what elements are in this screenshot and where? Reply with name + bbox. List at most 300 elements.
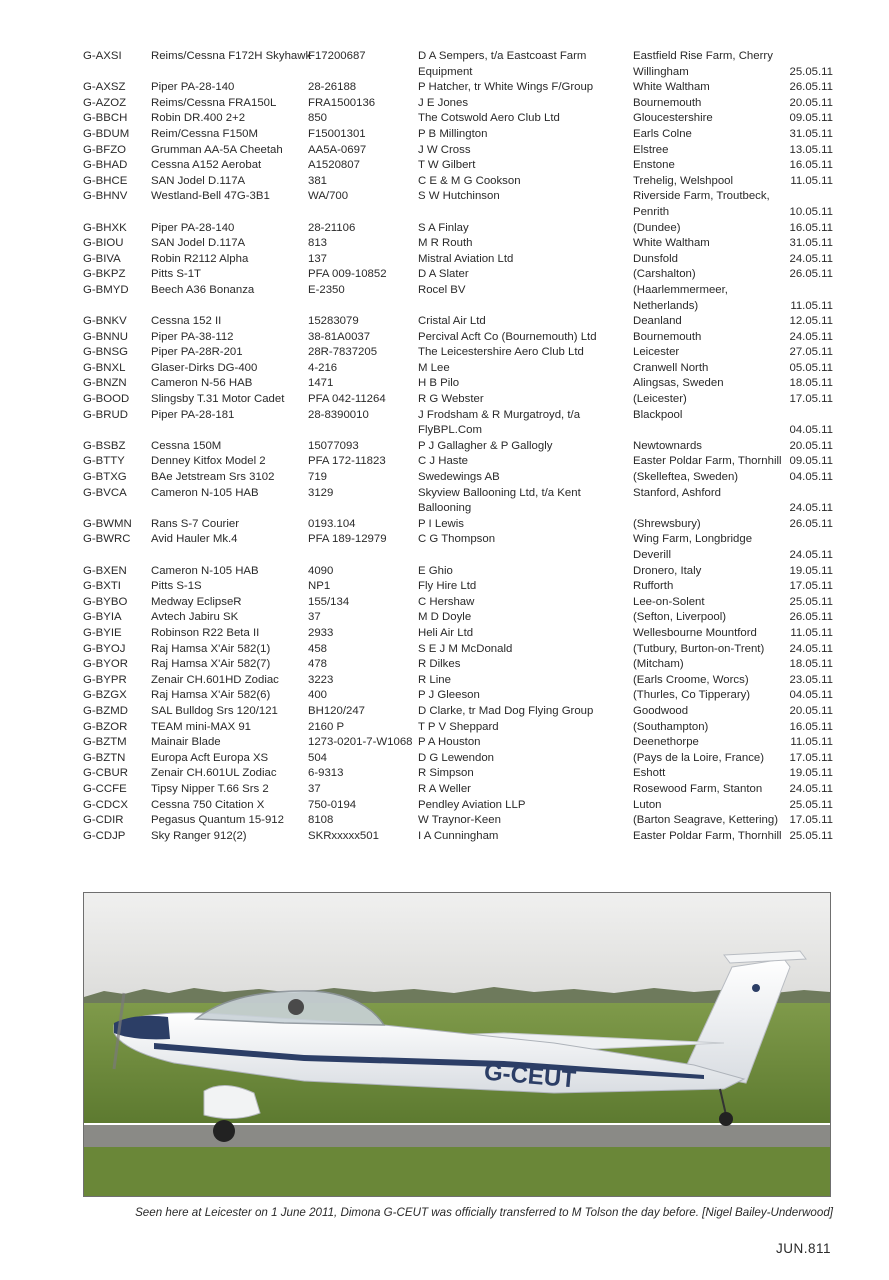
constructor-number-cell: PFA 009-10852 (308, 268, 387, 281)
location-cell: Enstone (633, 159, 675, 172)
register-row (83, 673, 833, 689)
aircraft-type-cell: Medway EclipseR (151, 595, 242, 608)
location-cell: (Thurles, Co Tipperary) (633, 689, 751, 702)
date-cell: 26.05.11 (789, 268, 833, 281)
owner-cell: M Lee (418, 361, 450, 374)
location-cell: Easter Poldar Farm, Thornhill (633, 455, 782, 468)
registration-cell: G-BTTY (83, 455, 125, 468)
aircraft-type-cell: Robin DR.400 2+2 (151, 112, 246, 125)
registration-cell: G-BVCA (83, 486, 127, 499)
owner-cell: J Frodsham & R Murgatroyd, t/a FlyBPL.Com (418, 408, 581, 437)
aircraft-type-cell: Cessna 152 II (151, 315, 222, 328)
date-cell: 13.05.11 (789, 143, 833, 156)
aircraft-type-cell: Avtech Jabiru SK (151, 611, 239, 624)
register-row (83, 49, 833, 80)
location-cell: Blackpool (633, 408, 683, 421)
aircraft-type-cell: Reim/Cessna F150M (151, 127, 258, 140)
date-cell: 17.05.11 (789, 393, 833, 406)
owner-cell: H B Pilo (418, 377, 460, 390)
registration-cell: G-CCFE (83, 782, 127, 795)
date-cell: 11.05.11 (790, 626, 833, 639)
date-cell: 25.05.11 (789, 798, 833, 811)
registration-cell: G-AZOZ (83, 96, 127, 109)
register-table (83, 49, 833, 844)
location-cell: (Sefton, Liverpool) (633, 611, 727, 624)
date-cell: 17.05.11 (789, 580, 833, 593)
owner-cell: R Dilkes (418, 658, 461, 671)
aircraft-type-cell: Westland-Bell 47G-3B1 (151, 190, 270, 203)
owner-cell: S W Hutchinson (418, 190, 500, 203)
location-cell: Rosewood Farm, Stanton (633, 782, 763, 795)
date-cell: 18.05.11 (789, 377, 833, 390)
aircraft-type-cell: Robinson R22 Beta II (151, 626, 260, 639)
registration-cell: G-BWMN (83, 517, 132, 530)
pilot-head (288, 999, 304, 1015)
registration-cell: G-BSBZ (83, 439, 126, 452)
constructor-number-cell: 1471 (308, 377, 334, 390)
constructor-number-cell: 2933 (308, 626, 334, 639)
constructor-number-cell: 137 (308, 252, 328, 265)
location-cell: Bournemouth (633, 330, 702, 343)
register-row (83, 751, 833, 767)
register-row (83, 766, 833, 782)
registration-cell: G-BNKV (83, 315, 127, 328)
owner-cell: W Traynor-Keen (418, 814, 501, 827)
owner-cell: C J Haste (418, 455, 469, 468)
registration-cell: G-BRUD (83, 408, 128, 421)
registration-cell: G-BYIE (83, 626, 122, 639)
aircraft-type-cell: Avid Hauler Mk.4 (151, 533, 238, 546)
location-cell: (Carshalton) (633, 268, 696, 281)
date-cell: 25.05.11 (789, 595, 833, 608)
aircraft-registration-marking: G-CEUT (482, 1058, 577, 1094)
register-row (83, 80, 833, 96)
location-cell: Riverside Farm, Troutbeck, Penrith (633, 190, 770, 218)
constructor-number-cell: 28-26188 (308, 81, 357, 94)
date-cell: 20.05.11 (789, 96, 833, 109)
date-cell: 17.05.11 (789, 814, 833, 827)
tail-wheel (719, 1112, 733, 1126)
register-row (83, 626, 833, 642)
date-cell: 04.05.11 (789, 471, 833, 484)
aircraft-type-cell: Europa Acft Europa XS (151, 751, 269, 764)
register-row (83, 470, 833, 486)
constructor-number-cell: 155/134 (308, 595, 350, 608)
register-row (83, 361, 833, 377)
owner-cell: E Ghio (418, 564, 453, 577)
owner-cell: R Line (418, 673, 451, 686)
constructor-number-cell: NP1 (308, 580, 331, 593)
constructor-number-cell: 813 (308, 237, 328, 250)
constructor-number-cell: PFA 042-11264 (308, 393, 386, 406)
aircraft-type-cell: Denney Kitfox Model 2 (151, 455, 266, 468)
constructor-number-cell: 6-9313 (308, 767, 344, 780)
registration-cell: G-BOOD (83, 393, 130, 406)
register-row (83, 813, 833, 829)
register-row (83, 735, 833, 751)
constructor-number-cell: WA/700 (308, 190, 349, 203)
owner-cell: T P V Sheppard (418, 720, 499, 733)
register-row (83, 657, 833, 673)
registration-cell: G-BDUM (83, 127, 130, 140)
owner-cell: Cristal Air Ltd (418, 315, 486, 328)
aircraft-type-cell: Raj Hamsa X'Air 582(7) (151, 658, 271, 671)
aircraft-type-cell: Pegasus Quantum 15-912 (151, 814, 284, 827)
aircraft-type-cell: Reims/Cessna F172H Skyhawk (151, 50, 312, 62)
date-cell: 10.05.11 (789, 205, 833, 218)
owner-cell: Mistral Aviation Ltd (418, 252, 514, 265)
owner-cell: Fly Hire Ltd (418, 580, 477, 593)
aircraft-type-cell: Cessna 150M (151, 439, 222, 452)
registration-cell: G-CDIR (83, 814, 124, 827)
location-cell: Gloucestershire (633, 112, 713, 125)
location-cell: (Barton Seagrave, Kettering) (633, 814, 778, 827)
owner-cell: The Cotswold Aero Club Ltd (418, 112, 560, 125)
location-cell: Elstree (633, 143, 669, 156)
registration-cell: G-BZTM (83, 736, 127, 749)
aircraft-type-cell: Pitts S-1S (151, 580, 202, 593)
registration-cell: G-BNZN (83, 377, 127, 390)
date-cell: 16.05.11 (789, 159, 833, 172)
date-cell: 20.05.11 (789, 704, 833, 717)
owner-cell: P J Gallagher & P Gallogly (418, 439, 553, 452)
registration-cell: G-BNNU (83, 330, 128, 343)
register-row (83, 236, 833, 252)
register-row (83, 579, 833, 595)
registration-cell: G-BYPR (83, 673, 127, 686)
location-cell: (Leicester) (633, 393, 687, 406)
date-cell: 09.05.11 (789, 112, 833, 125)
aircraft-type-cell: Rans S-7 Courier (151, 517, 239, 530)
register-row (83, 314, 833, 330)
register-row (83, 454, 833, 470)
date-cell: 11.05.11 (790, 299, 833, 312)
date-cell: 26.05.11 (789, 611, 833, 624)
registration-cell: G-BHXK (83, 221, 127, 234)
aircraft-type-cell: Sky Ranger 912(2) (151, 829, 247, 842)
location-cell: White Waltham (633, 237, 710, 250)
owner-cell: I A Cunningham (418, 829, 499, 842)
registration-cell: G-BNXL (83, 361, 126, 374)
aircraft-type-cell: Glaser-Dirks DG-400 (151, 361, 258, 374)
owner-cell: R G Webster (418, 393, 484, 406)
date-cell: 05.05.11 (789, 361, 833, 374)
tail-roundel (752, 984, 760, 992)
location-cell: Deanland (633, 315, 682, 328)
register-row (83, 610, 833, 626)
registration-cell: G-BYBO (83, 595, 128, 608)
aircraft-type-cell: TEAM mini-MAX 91 (151, 720, 252, 733)
owner-cell: P Hatcher, tr White Wings F/Group (418, 81, 594, 94)
location-cell: (Skelleftea, Sweden) (633, 471, 739, 484)
constructor-number-cell: 1273-0201-7-W1068 (308, 736, 413, 749)
location-cell: (Earls Croome, Worcs) (633, 673, 749, 686)
register-row (83, 283, 833, 314)
date-cell: 09.05.11 (789, 455, 833, 468)
register-row (83, 96, 833, 112)
date-cell: 11.05.11 (790, 174, 833, 187)
owner-cell: J E Jones (418, 96, 469, 109)
date-cell: 20.05.11 (789, 439, 833, 452)
registration-cell: G-BYOR (83, 658, 128, 671)
register-row (83, 189, 833, 220)
register-row (83, 782, 833, 798)
registration-cell: G-CBUR (83, 767, 128, 780)
date-cell: 24.05.11 (789, 502, 833, 515)
register-row (83, 595, 833, 611)
location-cell: Bournemouth (633, 96, 702, 109)
location-cell: (Dundee) (633, 221, 681, 234)
photo-caption: Seen here at Leicester on 1 June 2011, Dimona G-CEUT was officially transferred to M Tolson the day before. [Nigel Bailey-Underwood] (135, 1206, 833, 1219)
owner-cell: R Simpson (418, 767, 474, 780)
constructor-number-cell: PFA 172-11823 (308, 455, 386, 468)
aircraft-type-cell: Piper PA-28-181 (151, 408, 235, 421)
constructor-number-cell: F15001301 (308, 127, 366, 140)
location-cell: Wellesbourne Mountford (633, 626, 757, 639)
date-cell: 31.05.11 (789, 127, 833, 140)
constructor-number-cell: 4-216 (308, 361, 338, 374)
registration-cell: G-BYOJ (83, 642, 126, 655)
register-row (83, 532, 833, 563)
aircraft-type-cell: SAN Jodel D.117A (151, 174, 246, 187)
constructor-number-cell: 719 (308, 471, 328, 484)
registration-cell: G-BYIA (83, 611, 122, 624)
register-row (83, 376, 833, 392)
registration-cell: G-BXEN (83, 564, 127, 577)
constructor-number-cell: 15283079 (308, 315, 359, 328)
constructor-number-cell: 400 (308, 689, 328, 702)
page-reference: JUN.811 (775, 1241, 831, 1256)
date-cell: 16.05.11 (789, 720, 833, 733)
aircraft-type-cell: Raj Hamsa X'Air 582(6) (151, 689, 271, 702)
registration-cell: G-AXSZ (83, 81, 126, 94)
owner-cell: P J Gleeson (418, 689, 480, 702)
owner-cell: D Clarke, tr Mad Dog Flying Group (418, 704, 594, 717)
aircraft-type-cell: Zenair CH.601UL Zodiac (151, 767, 277, 780)
location-cell: Eastfield Rise Farm, Cherry Willingham (633, 50, 773, 78)
grass-near (84, 1147, 830, 1196)
owner-cell: C G Thompson (418, 533, 496, 546)
owner-cell: C E & M G Cookson (418, 174, 521, 187)
date-cell: 19.05.11 (789, 767, 833, 780)
register-row (83, 486, 833, 517)
location-cell: (Southampton) (633, 720, 709, 733)
aircraft-photo (83, 892, 831, 1197)
register-row (83, 221, 833, 237)
date-cell: 19.05.11 (789, 564, 833, 577)
aircraft-type-cell: SAN Jodel D.117A (151, 237, 246, 250)
constructor-number-cell: FRA1500136 (308, 96, 376, 109)
aircraft-type-cell: SAL Bulldog Srs 120/121 (151, 704, 278, 717)
owner-cell: P B Millington (418, 127, 488, 140)
constructor-number-cell: 458 (308, 642, 328, 655)
owner-cell: Percival Acft Co (Bournemouth) Ltd (418, 330, 597, 343)
constructor-number-cell: 2160 P (308, 720, 345, 733)
sky (84, 893, 830, 1003)
constructor-number-cell: 0193.104 (308, 517, 356, 530)
aircraft-type-cell: Pitts S-1T (151, 268, 202, 281)
owner-cell: D A Sempers, t/a Eastcoast Farm Equipment (418, 50, 587, 78)
constructor-number-cell: PFA 189-12979 (308, 533, 387, 546)
date-cell: 12.05.11 (789, 315, 833, 328)
aircraft-type-cell: Mainair Blade (151, 736, 221, 749)
runway (84, 1125, 830, 1147)
registration-cell: G-BTXG (83, 471, 127, 484)
registration-cell: G-BBCH (83, 112, 128, 125)
date-cell: 04.05.11 (789, 424, 833, 437)
registration-cell: G-CDCX (83, 798, 128, 811)
register-row (83, 439, 833, 455)
constructor-number-cell: E-2350 (308, 283, 345, 296)
date-cell: 25.05.11 (789, 65, 833, 78)
owner-cell: M R Routh (418, 237, 473, 250)
date-cell: 27.05.11 (789, 346, 833, 359)
location-cell: Cranwell North (633, 361, 709, 374)
date-cell: 17.05.11 (789, 751, 833, 764)
registration-cell: G-BHAD (83, 159, 128, 172)
date-cell: 24.05.11 (789, 330, 833, 343)
location-cell: Rufforth (633, 580, 674, 593)
location-cell: Easter Poldar Farm, Thornhill (633, 829, 782, 842)
date-cell: 11.05.11 (790, 736, 833, 749)
register-row (83, 720, 833, 736)
date-cell: 24.05.11 (789, 549, 833, 561)
registration-cell: G-BHNV (83, 190, 128, 203)
register-row (83, 392, 833, 408)
date-cell: 23.05.11 (789, 673, 833, 686)
aircraft-type-cell: Piper PA-38-112 (151, 330, 234, 343)
registration-cell: G-BWRC (83, 533, 131, 546)
date-cell: 24.05.11 (789, 642, 833, 655)
constructor-number-cell: 28-8390010 (308, 408, 369, 421)
register-body (83, 49, 833, 844)
register-row (83, 174, 833, 190)
registration-cell: G-CDJP (83, 829, 126, 842)
owner-cell: J W Cross (418, 143, 471, 156)
aircraft-type-cell: Zenair CH.601HD Zodiac (151, 673, 279, 686)
owner-cell: P I Lewis (418, 517, 465, 530)
location-cell: Goodwood (633, 704, 689, 717)
registration-cell: G-AXSI (83, 50, 122, 62)
register-row (83, 111, 833, 127)
register-row (83, 267, 833, 283)
aircraft-type-cell: Beech A36 Bonanza (151, 283, 255, 296)
registration-cell: G-BKPZ (83, 268, 126, 281)
registration-cell: G-BZMD (83, 704, 128, 717)
registration-cell: G-BZGX (83, 689, 127, 702)
aircraft-type-cell: Piper PA-28-140 (151, 221, 235, 234)
owner-cell: Pendley Aviation LLP (418, 798, 526, 811)
registration-cell: G-BMYD (83, 283, 129, 296)
location-cell: Eshott (633, 767, 666, 780)
owner-cell: P A Houston (418, 736, 481, 749)
register-row (83, 158, 833, 174)
register-row (83, 143, 833, 159)
register-row (83, 829, 833, 845)
constructor-number-cell: 37 (308, 611, 321, 624)
register-row (83, 564, 833, 580)
registration-cell: G-BXTI (83, 580, 121, 593)
constructor-number-cell: F17200687 (308, 50, 366, 62)
aircraft-type-cell: Reims/Cessna FRA150L (151, 96, 277, 109)
aircraft-type-cell: Slingsby T.31 Motor Cadet (151, 393, 285, 406)
owner-cell: D G Lewendon (418, 751, 494, 764)
constructor-number-cell: 37 (308, 782, 321, 795)
constructor-number-cell: 28R-7837205 (308, 346, 378, 359)
constructor-number-cell: 850 (308, 112, 328, 125)
location-cell: Earls Colne (633, 127, 692, 140)
constructor-number-cell: 38-81A0037 (308, 330, 371, 343)
constructor-number-cell: 28-21106 (308, 221, 356, 234)
location-cell: Deenethorpe (633, 736, 699, 749)
registration-cell: G-BIOU (83, 237, 124, 250)
constructor-number-cell: 8108 (308, 814, 334, 827)
date-cell: 18.05.11 (789, 658, 833, 671)
location-cell: (Mitcham) (633, 658, 684, 671)
registration-cell: G-BNSG (83, 346, 128, 359)
constructor-number-cell: 750-0194 (308, 798, 357, 811)
aircraft-type-cell: Cameron N-105 HAB (151, 564, 259, 577)
registration-cell: G-BHCE (83, 174, 128, 187)
location-cell: (Haarlemmermeer, Netherlands) (633, 283, 728, 312)
register-row (83, 127, 833, 143)
constructor-number-cell: 15077093 (308, 439, 359, 452)
constructor-number-cell: SKRxxxxx501 (308, 829, 379, 842)
aircraft-type-cell: Raj Hamsa X'Air 582(1) (151, 642, 271, 655)
constructor-number-cell: 381 (308, 174, 328, 187)
aircraft-type-cell: BAe Jetstream Srs 3102 (151, 471, 275, 484)
registration-cell: G-BZTN (83, 751, 126, 764)
register-row (83, 345, 833, 361)
owner-cell: The Leicestershire Aero Club Ltd (418, 346, 584, 359)
date-cell: 04.05.11 (789, 689, 833, 702)
aircraft-type-cell: Cameron N-56 HAB (151, 377, 253, 390)
register-row (83, 330, 833, 346)
constructor-number-cell: 4090 (308, 564, 334, 577)
register-row (83, 408, 833, 439)
date-cell: 24.05.11 (789, 252, 833, 265)
owner-cell: Rocel BV (418, 283, 466, 296)
owner-cell: Swedewings AB (418, 471, 500, 484)
registration-cell: G-BIVA (83, 252, 121, 265)
constructor-number-cell: 478 (308, 658, 328, 671)
register-row (83, 517, 833, 533)
owner-cell: C Hershaw (418, 595, 475, 608)
registration-cell: G-BFZO (83, 143, 127, 156)
aircraft-type-cell: Piper PA-28-140 (151, 81, 235, 94)
date-cell: 16.05.11 (789, 221, 833, 234)
aircraft-type-cell: Piper PA-28R-201 (151, 346, 243, 359)
aircraft-type-cell: Cessna A152 Aerobat (151, 159, 262, 172)
location-cell: Alingsas, Sweden (633, 377, 724, 390)
location-cell: (Pays de la Loire, France) (633, 751, 765, 764)
aircraft-type-cell: Grumman AA-5A Cheetah (151, 143, 283, 156)
location-cell: Dunsfold (633, 252, 678, 265)
register-row (83, 688, 833, 704)
date-cell: 26.05.11 (789, 81, 833, 94)
location-cell: Lee-on-Solent (633, 595, 705, 608)
location-cell: (Shrewsbury) (633, 517, 701, 530)
register-row (83, 704, 833, 720)
aircraft-type-cell: Cessna 750 Citation X (151, 798, 265, 811)
constructor-number-cell: 3129 (308, 486, 334, 499)
constructor-number-cell: 504 (308, 751, 328, 764)
date-cell: 24.05.11 (789, 782, 833, 795)
location-cell: Stanford, Ashford (633, 486, 722, 499)
owner-cell: T W Gilbert (418, 159, 476, 172)
owner-cell: Heli Air Ltd (418, 626, 474, 639)
aircraft-type-cell: Tipsy Nipper T.66 Srs 2 (151, 782, 269, 795)
